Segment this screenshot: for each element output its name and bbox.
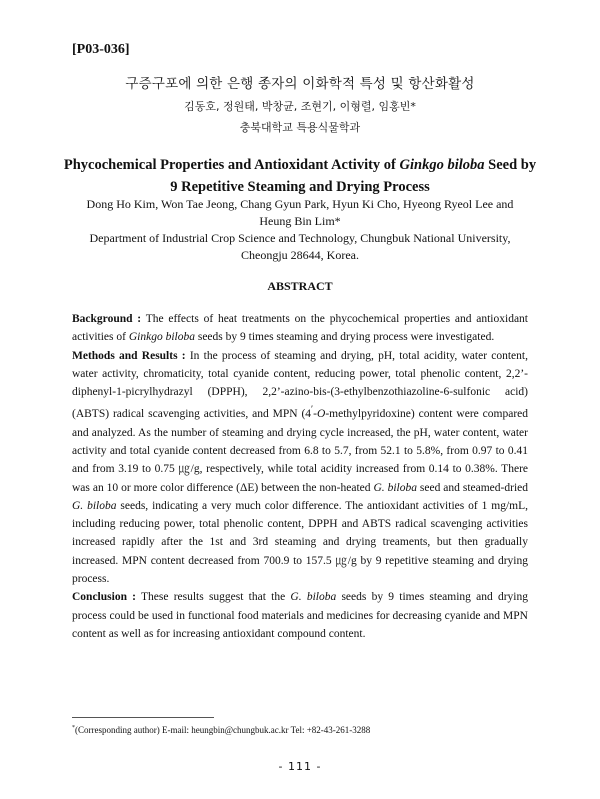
background-label: Background : [72, 313, 142, 325]
conclusion-label: Conclusion : [72, 591, 137, 604]
poster-code: [P03-036] [72, 42, 130, 57]
english-authors: Dong Ho Kim, Won Tae Jeong, Chang Gyun Park, Hyun Ki Cho, Hyeong Ryeol Lee and Heung Bin Lim* [86, 197, 514, 228]
english-title [60, 154, 540, 198]
abstract-heading: ABSTRACT [267, 279, 333, 293]
english-title-species: Ginkgo biloba [399, 157, 485, 173]
background-text-a: The effects of heat treatments on the phycochemical properties and antioxidant activities of [72, 313, 528, 344]
background-species: Ginkgo biloba [128, 331, 195, 344]
abstract-background [72, 310, 528, 347]
english-title-part1: Phycochemical Properties and Antioxidant Activity of [63, 157, 400, 173]
methods-italic-o: O [317, 408, 326, 421]
methods-text-b: -methylpyridoxine) content were compared and analyzed. As the number of steaming and drying cycle increased, the pH, water content, water activity and total cyanide content decreased from 6.8 to 5.7, from 52.1 to 5.8%, from 0.97 to 0.41 and from 3.19 to 0.75 ㎍/g, respectively, while total acidity increased from 0.14 to 0.38%. There was an 10 or more color difference (ΔE) between the non-heated [72, 408, 528, 494]
conclusion-text-b: seeds by 9 times steaming and drying process could be used in functional food materials and medicines for decreasing cyanide and MPN content as well as for increasing antioxidant compound content. [72, 591, 528, 640]
footnote [72, 725, 370, 735]
methods-label: Methods and Results : [72, 349, 186, 362]
korean-title: 구증구포에 의한 은행 종자의 이화학적 특성 및 항산화활성 [125, 76, 475, 92]
methods-text-d: seeds, indicating a very much color difference. The antioxidant activities of 1 mg/mL, including reducing power, total phenolic content, DPPH and ABTS radical scavenging activities increased rapidly after the 1st and 3rd steaming and drying treaments, but then gradually increased. MPN content decreased from 700.9 to 157.5 ㎍/g by 9 repetitive steaming and drying process. [72, 499, 528, 585]
methods-species-2: G. biloba [72, 499, 117, 512]
methods-prime: ′ [311, 404, 314, 416]
methods-dash: - [313, 408, 317, 421]
abstract-body [72, 310, 528, 643]
korean-authors: 김동호, 정원태, 박창균, 조현기, 이형렬, 임홍빈* [184, 100, 416, 113]
english-title-part2: Seed by 9 Repetitive Steaming and Drying Process [170, 157, 537, 195]
conclusion-text-a: These results suggest that the [136, 591, 291, 604]
background-text-b: seeds by 9 times steaming and drying process were investigated. [194, 331, 495, 344]
page-number: - 111 - [278, 760, 322, 773]
methods-text-a: In the process of steaming and drying, pH, total acidity, water content, water activity, chromaticity, total cyanide content, reducing power, total phenolic content, 2,2’-diphenyl-1-picrylhydrazyl (DPPH), 2,2’-azino-bis-(3-ethylbenzothiazoline-6-sulfonic acid) (ABTS) radical scavenging activities, and MPN (4 [72, 349, 528, 421]
abstract-conclusion [72, 588, 528, 643]
methods-text-c: seed and steamed-dried [416, 481, 528, 494]
korean-affiliation: 충북대학교 특용식물학과 [239, 121, 361, 134]
footnote-text: (Corresponding author) E-mail: heungbin@chungbuk.ac.kr Tel: +82-43-261-3288 [75, 725, 371, 735]
footnote-divider [72, 717, 214, 718]
abstract-methods [72, 347, 528, 589]
english-affiliation: Department of Industrial Crop Science and Technology, Chungbuk National University, Cheongju 28644, Korea. [89, 231, 511, 262]
footnote-marker: * [72, 725, 75, 731]
conclusion-species: G. biloba [290, 591, 337, 604]
methods-species-1: G. biloba [373, 481, 417, 494]
